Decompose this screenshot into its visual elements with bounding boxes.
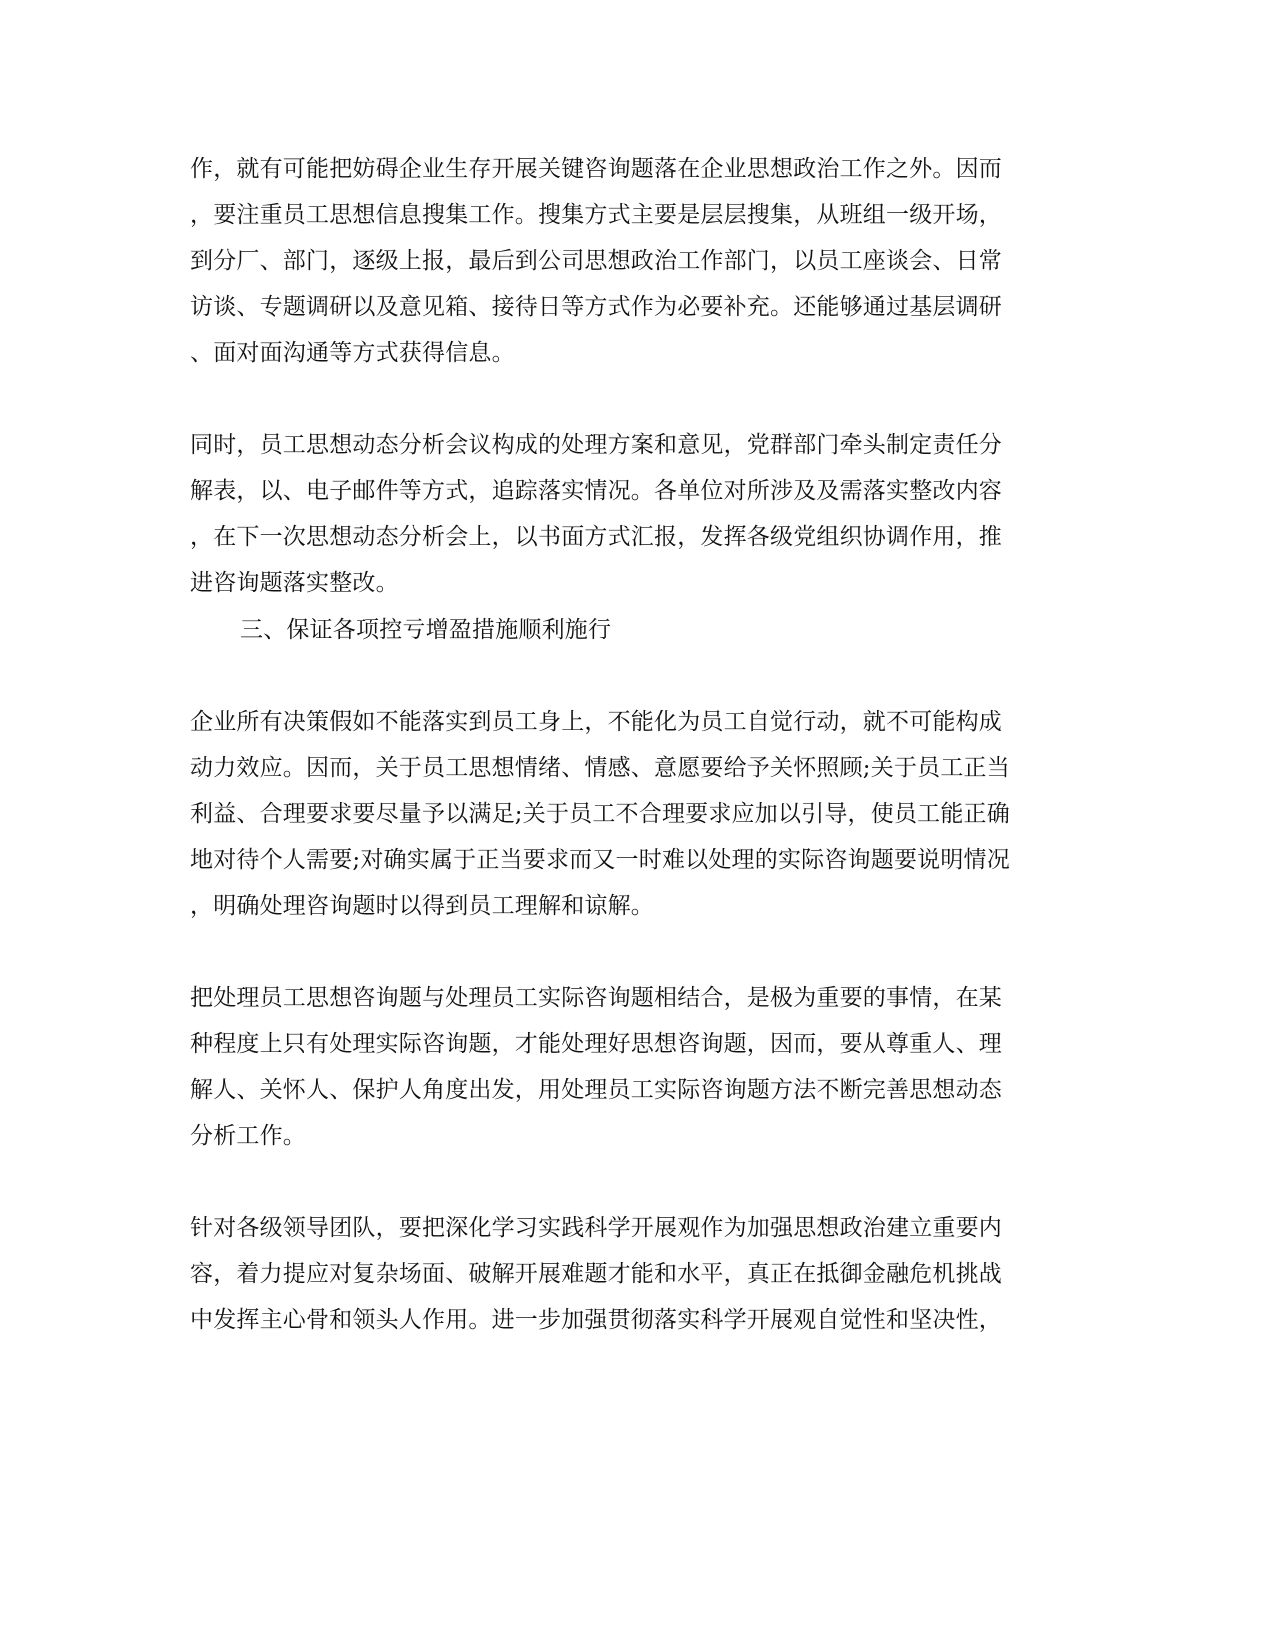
text-line: 种程度上只有处理实际咨询题，才能处理好思想咨询题，因而，要从尊重人、理	[190, 1031, 1002, 1057]
text-line: ，在下一次思想动态分析会上，以书面方式汇报，发挥各级党组织协调作用，推	[190, 524, 1002, 550]
text-line: 分析工作。	[190, 1123, 306, 1149]
text-line: 容，着力提应对复杂场面、破解开展难题才能和水平，真正在抵御金融危机挑战	[190, 1261, 1002, 1287]
text-line: 利益、合理要求要尽量予以满足;关于员工不合理要求应加以引导，使员工能正确	[190, 801, 1010, 827]
text-line: 、面对面沟通等方式获得信息。	[190, 340, 515, 366]
text-line: 地对待个人需要;对确实属于正当要求而又一时难以处理的实际咨询题要说明情况	[190, 847, 1010, 873]
text-line: ，明确处理咨询题时以得到员工理解和谅解。	[190, 893, 654, 919]
text-line: 针对各级领导团队，要把深化学习实践科学开展观作为加强思想政治建立重要内	[190, 1215, 1002, 1241]
text-line: 到分厂、部门，逐级上报，最后到公司思想政治工作部门，以员工座谈会、日常	[190, 248, 1002, 274]
text-line: 访谈、专题调研以及意见箱、接待日等方式作为必要补充。还能够通过基层调研	[190, 294, 1002, 320]
text-line: 同时，员工思想动态分析会议构成的处理方案和意见，党群部门牵头制定责任分	[190, 432, 1002, 458]
text-line: 作，就有可能把妨碍企业生存开展关键咨询题落在企业思想政治工作之外。因而	[190, 156, 1002, 182]
text-line: 把处理员工思想咨询题与处理员工实际咨询题相结合，是极为重要的事情，在某	[190, 985, 1002, 1011]
text-line: 动力效应。因而，关于员工思想情绪、情感、意愿要给予关怀照顾;关于员工正当	[190, 755, 1010, 781]
text-line: 解人、关怀人、保护人角度出发，用处理员工实际咨询题方法不断完善思想动态	[190, 1077, 1002, 1103]
text-line: ，要注重员工思想信息搜集工作。搜集方式主要是层层搜集，从班组一级开场，	[190, 202, 1002, 228]
text-line: 企业所有决策假如不能落实到员工身上，不能化为员工自觉行动，就不可能构成	[190, 709, 1002, 735]
text-line: 中发挥主心骨和领头人作用。进一步加强贯彻落实科学开展观自觉性和坚决性，	[190, 1307, 1002, 1333]
text-line: 解表，以、电子邮件等方式，追踪落实情况。各单位对所涉及及需落实整改内容	[190, 478, 1002, 504]
text-line: 进咨询题落实整改。	[190, 570, 399, 596]
section-heading: 三、保证各项控亏增盈措施顺利施行	[240, 617, 612, 643]
